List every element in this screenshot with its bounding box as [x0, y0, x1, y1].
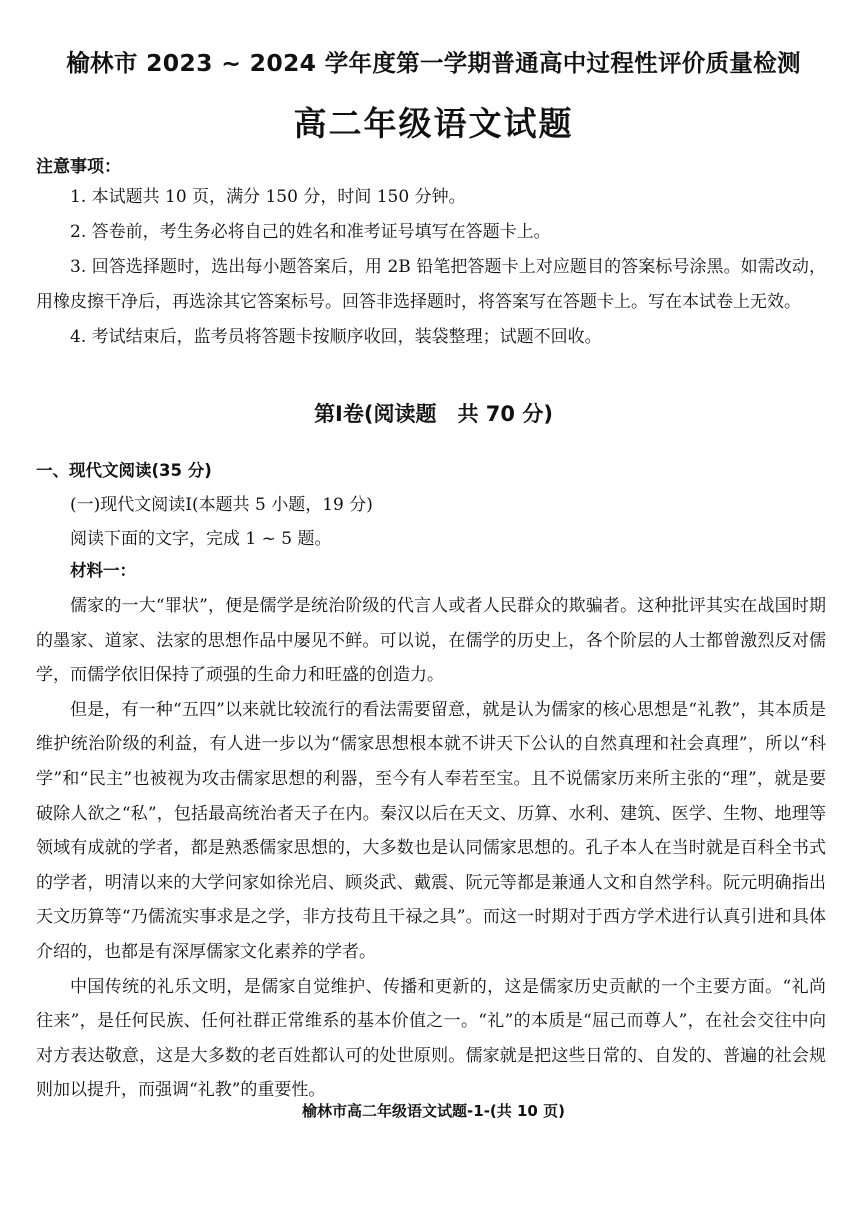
notice-item: 3. 回答选择题时，选出每小题答案后，用 2B 铅笔把答题卡上对应题目的答案标号涂黑。如需改动，用橡皮擦干净后，再选涂其它答案标号。回答非选择题时，将答案写在答题卡上。写在本试卷上无效。	[36, 257, 826, 312]
reading-instruction: 阅读下面的文字，完成 1 ~ 5 题。	[70, 529, 332, 549]
reading-passage	[36, 589, 826, 1108]
passage-paragraph: 儒家的一大“罪状”，便是儒学是统治阶级的代言人或者人民群众的欺骗者。这种批评其实在战国时期的墨家、道家、法家的思想作品中屡见不鲜。可以说，在儒学的历史上，各个阶层的人士都曾激烈反对儒学，而儒学依旧保持了顽强的生命力和旺盛的创造力。	[36, 596, 826, 686]
page-footer: 榆林市高二年级语文试题-1-(共 10 页)	[302, 1102, 565, 1120]
exam-title: 榆林市 2023 ~ 2024 学年度第一学期普通高中过程性评价质量检测	[66, 49, 801, 77]
notice-item: 2. 答卷前，考生务必将自己的姓名和准考证号填写在答题卡上。	[70, 222, 551, 242]
notice-heading: 注意事项：	[36, 157, 121, 177]
notice-list	[36, 180, 826, 355]
section-title: 第Ⅰ卷(阅读题 共 70 分)	[314, 402, 553, 426]
passage-paragraph: 中国传统的礼乐文明，是儒家自觉维护、传播和更新的，这是儒家历史贡献的一个主要方面。“礼尚往来”，是任何民族、任何社群正常维系的基本价值之一。“礼”的本质是“屈己而尊人”，在社会交往中向对方表达敬意，这是大多数的老百姓都认可的处世原则。儒家就是把这些日常的、自发的、普遍的社会规则加以提升，而强调“礼教”的重要性。	[36, 976, 826, 1101]
notice-item: 1. 本试题共 10 页，满分 150 分，时间 150 分钟。	[70, 187, 466, 207]
subject-title: 高二年级语文试题	[293, 104, 574, 143]
material-label: 材料一：	[70, 561, 136, 580]
passage-paragraph: 但是，有一种“五四”以来就比较流行的看法需要留意，就是认为儒家的核心思想是“礼教”，其本质是维护统治阶级的利益，有人进一步以为“儒家思想根本就不讲天下公认的自然真理和社会真理”，所以“科学”和“民主”也被视为攻击儒家思想的利器，至今有人奉若至宝。且不说儒家历来所主张的“理”，就是要破除人欲之“私”，包括最高统治者天子在内。秦汉以后在天文、历算、水利、建筑、医学、生物、地理等领域有成就的学者，都是熟悉儒家思想的，大多数也是认同儒家思想的。孔子本人在当时就是百科全书式的学者，明清以来的大学问家如徐光启、顾炎武、戴震、阮元等都是兼通人文和自然学科。阮元明确指出天文历算等“乃儒流实事求是之学，非方技苟且干禄之具”。而这一时期对于西方学术进行认真引进和具体介绍的，也都是有深厚儒家文化素养的学者。	[36, 699, 826, 962]
part-heading: 一、现代文阅读(35 分)	[36, 461, 212, 480]
notice-item: 4. 考试结束后，监考员将答题卡按顺序收回，装袋整理；试题不回收。	[70, 327, 602, 347]
sub-heading: (一)现代文阅读Ⅰ(本题共 5 小题，19 分)	[70, 495, 373, 515]
